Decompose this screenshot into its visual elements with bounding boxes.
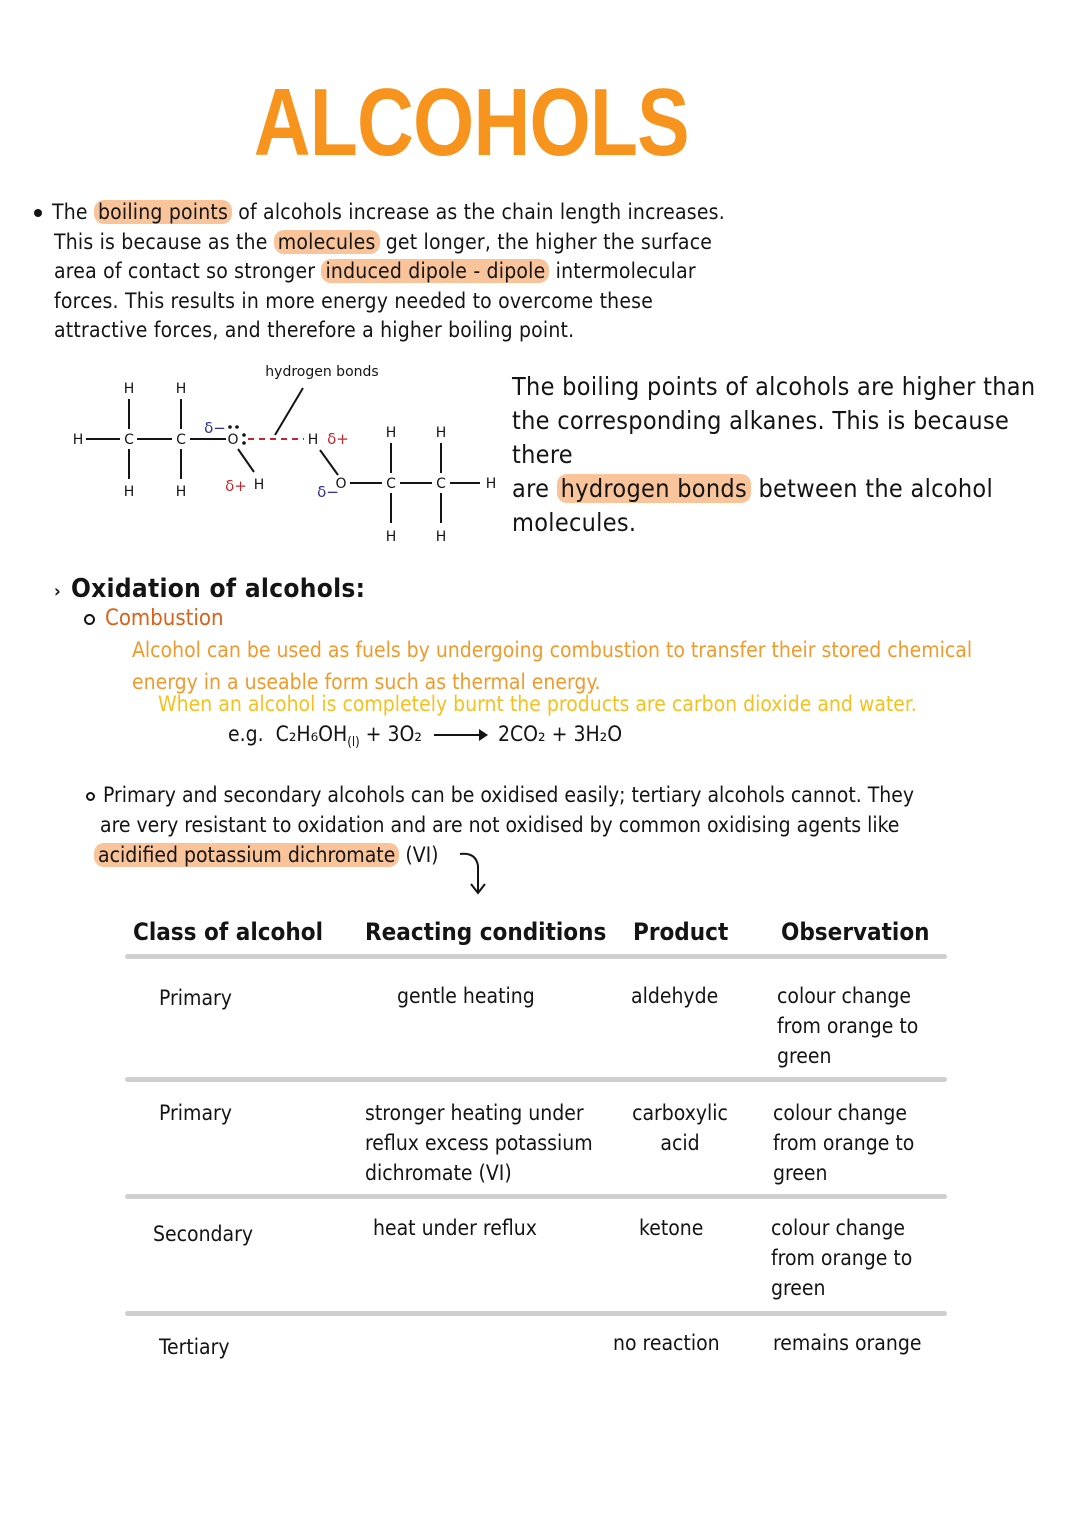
header-observation: Observation <box>781 918 930 946</box>
svg-text:H: H <box>485 476 497 492</box>
bp-line-3: area of contact so stronger induced dipole - dipole intermolecular <box>54 259 696 283</box>
combustion-heading: Combustion <box>84 606 224 631</box>
highlight-induced-dipole: induced dipole - dipole <box>321 259 549 283</box>
svg-text:H: H <box>72 432 84 448</box>
ethanol-molecules-svg <box>60 355 510 555</box>
svg-text:δ+: δ+ <box>225 477 247 495</box>
svg-text:δ+: δ+ <box>327 430 349 448</box>
svg-text:H: H <box>175 484 187 500</box>
svg-text:H: H <box>123 484 135 500</box>
highlight-molecules: molecules <box>274 230 380 254</box>
svg-text:H: H <box>435 529 447 545</box>
svg-text:H: H <box>385 529 397 545</box>
header-class: Class of alcohol <box>133 918 323 946</box>
bp-line-1: The boiling points of alcohols increase as the chain length increases. <box>34 198 754 228</box>
highlight-hydrogen-bonds: hydrogen bonds <box>557 474 751 503</box>
bullet-icon <box>84 614 95 625</box>
table-row: Primary gentle heating aldehyde colour change from orange to green <box>159 984 919 1068</box>
boiling-points-paragraph <box>34 198 754 346</box>
svg-text:H: H <box>435 425 447 441</box>
bullet-icon <box>86 792 95 801</box>
highlight-boiling-points: boiling points <box>94 200 232 224</box>
bp-line-4: forces. This results in more energy needed to overcome these <box>54 288 654 313</box>
hydrogen-bonds-label: hydrogen bonds <box>265 364 379 380</box>
svg-text:H: H <box>385 425 397 441</box>
svg-text:δ−: δ− <box>317 483 339 501</box>
svg-text:H: H <box>123 381 135 397</box>
svg-text:O: O <box>335 476 347 492</box>
svg-text:C: C <box>124 432 134 448</box>
oxidation-resistance-paragraph: Primary and secondary alcohols can be oxidised easily; tertiary alcohols cannot. They are very resistant to oxidation and are not oxidised by common oxidising agents like acidified potassium dichromate (VI) <box>86 780 986 870</box>
bp-line-2: This is because as the molecules get longer, the higher the surface <box>54 229 713 254</box>
curved-arrow-down-icon <box>456 848 496 896</box>
bp-line-5: attractive forces, and therefore a higher boiling point. <box>54 318 575 342</box>
table-row: Primary stronger heating under reflux excess potassium dichromate (VI) carboxylic acid colour change from orange to green <box>159 1101 915 1185</box>
combustion-text: Alcohol can be used as fuels by undergoing combustion to transfer their stored chemical energy in a useable form such as thermal energy. <box>132 638 973 694</box>
svg-text:H: H <box>307 432 319 448</box>
combustion-equation: e.g. $C_2H_6OH_{(l)} + 3O_2$ 2CO₂ + 3H₂O <box>228 722 623 751</box>
svg-text:O: O <box>227 432 239 448</box>
header-product: Product <box>633 918 729 946</box>
oxidation-table <box>125 918 947 1376</box>
table-header <box>125 918 947 952</box>
table-row: Tertiary no reaction remains orange <box>159 1331 922 1359</box>
svg-text:C: C <box>386 476 396 492</box>
combustion-note: When an alcohol is completely burnt the products are carbon dioxide and water. <box>158 692 917 716</box>
table-row: Secondary heat under reflux ketone colour change from orange to green <box>153 1216 913 1300</box>
svg-text:H: H <box>253 477 265 493</box>
page-title: ALCOHOLS <box>253 69 689 176</box>
svg-text:H: H <box>175 381 187 397</box>
highlight-dichromate: acidified potassium dichromate <box>94 843 399 867</box>
svg-text:C: C <box>176 432 186 448</box>
svg-text:δ−: δ− <box>204 419 226 437</box>
chevron-right-icon: › <box>54 581 61 602</box>
oxidation-heading: › Oxidation of alcohols: <box>54 574 366 604</box>
bullet-icon <box>34 209 42 217</box>
svg-text:C: C <box>436 476 446 492</box>
header-conditions: Reacting conditions <box>365 918 607 946</box>
hydrogen-bond-diagram <box>60 355 510 555</box>
reaction-arrow-icon <box>434 734 486 736</box>
comparison-paragraph: The boiling points of alcohols are higher than the corresponding alkanes. This is because there are hydrogen bonds between the alcohol molecules. <box>512 372 1036 537</box>
